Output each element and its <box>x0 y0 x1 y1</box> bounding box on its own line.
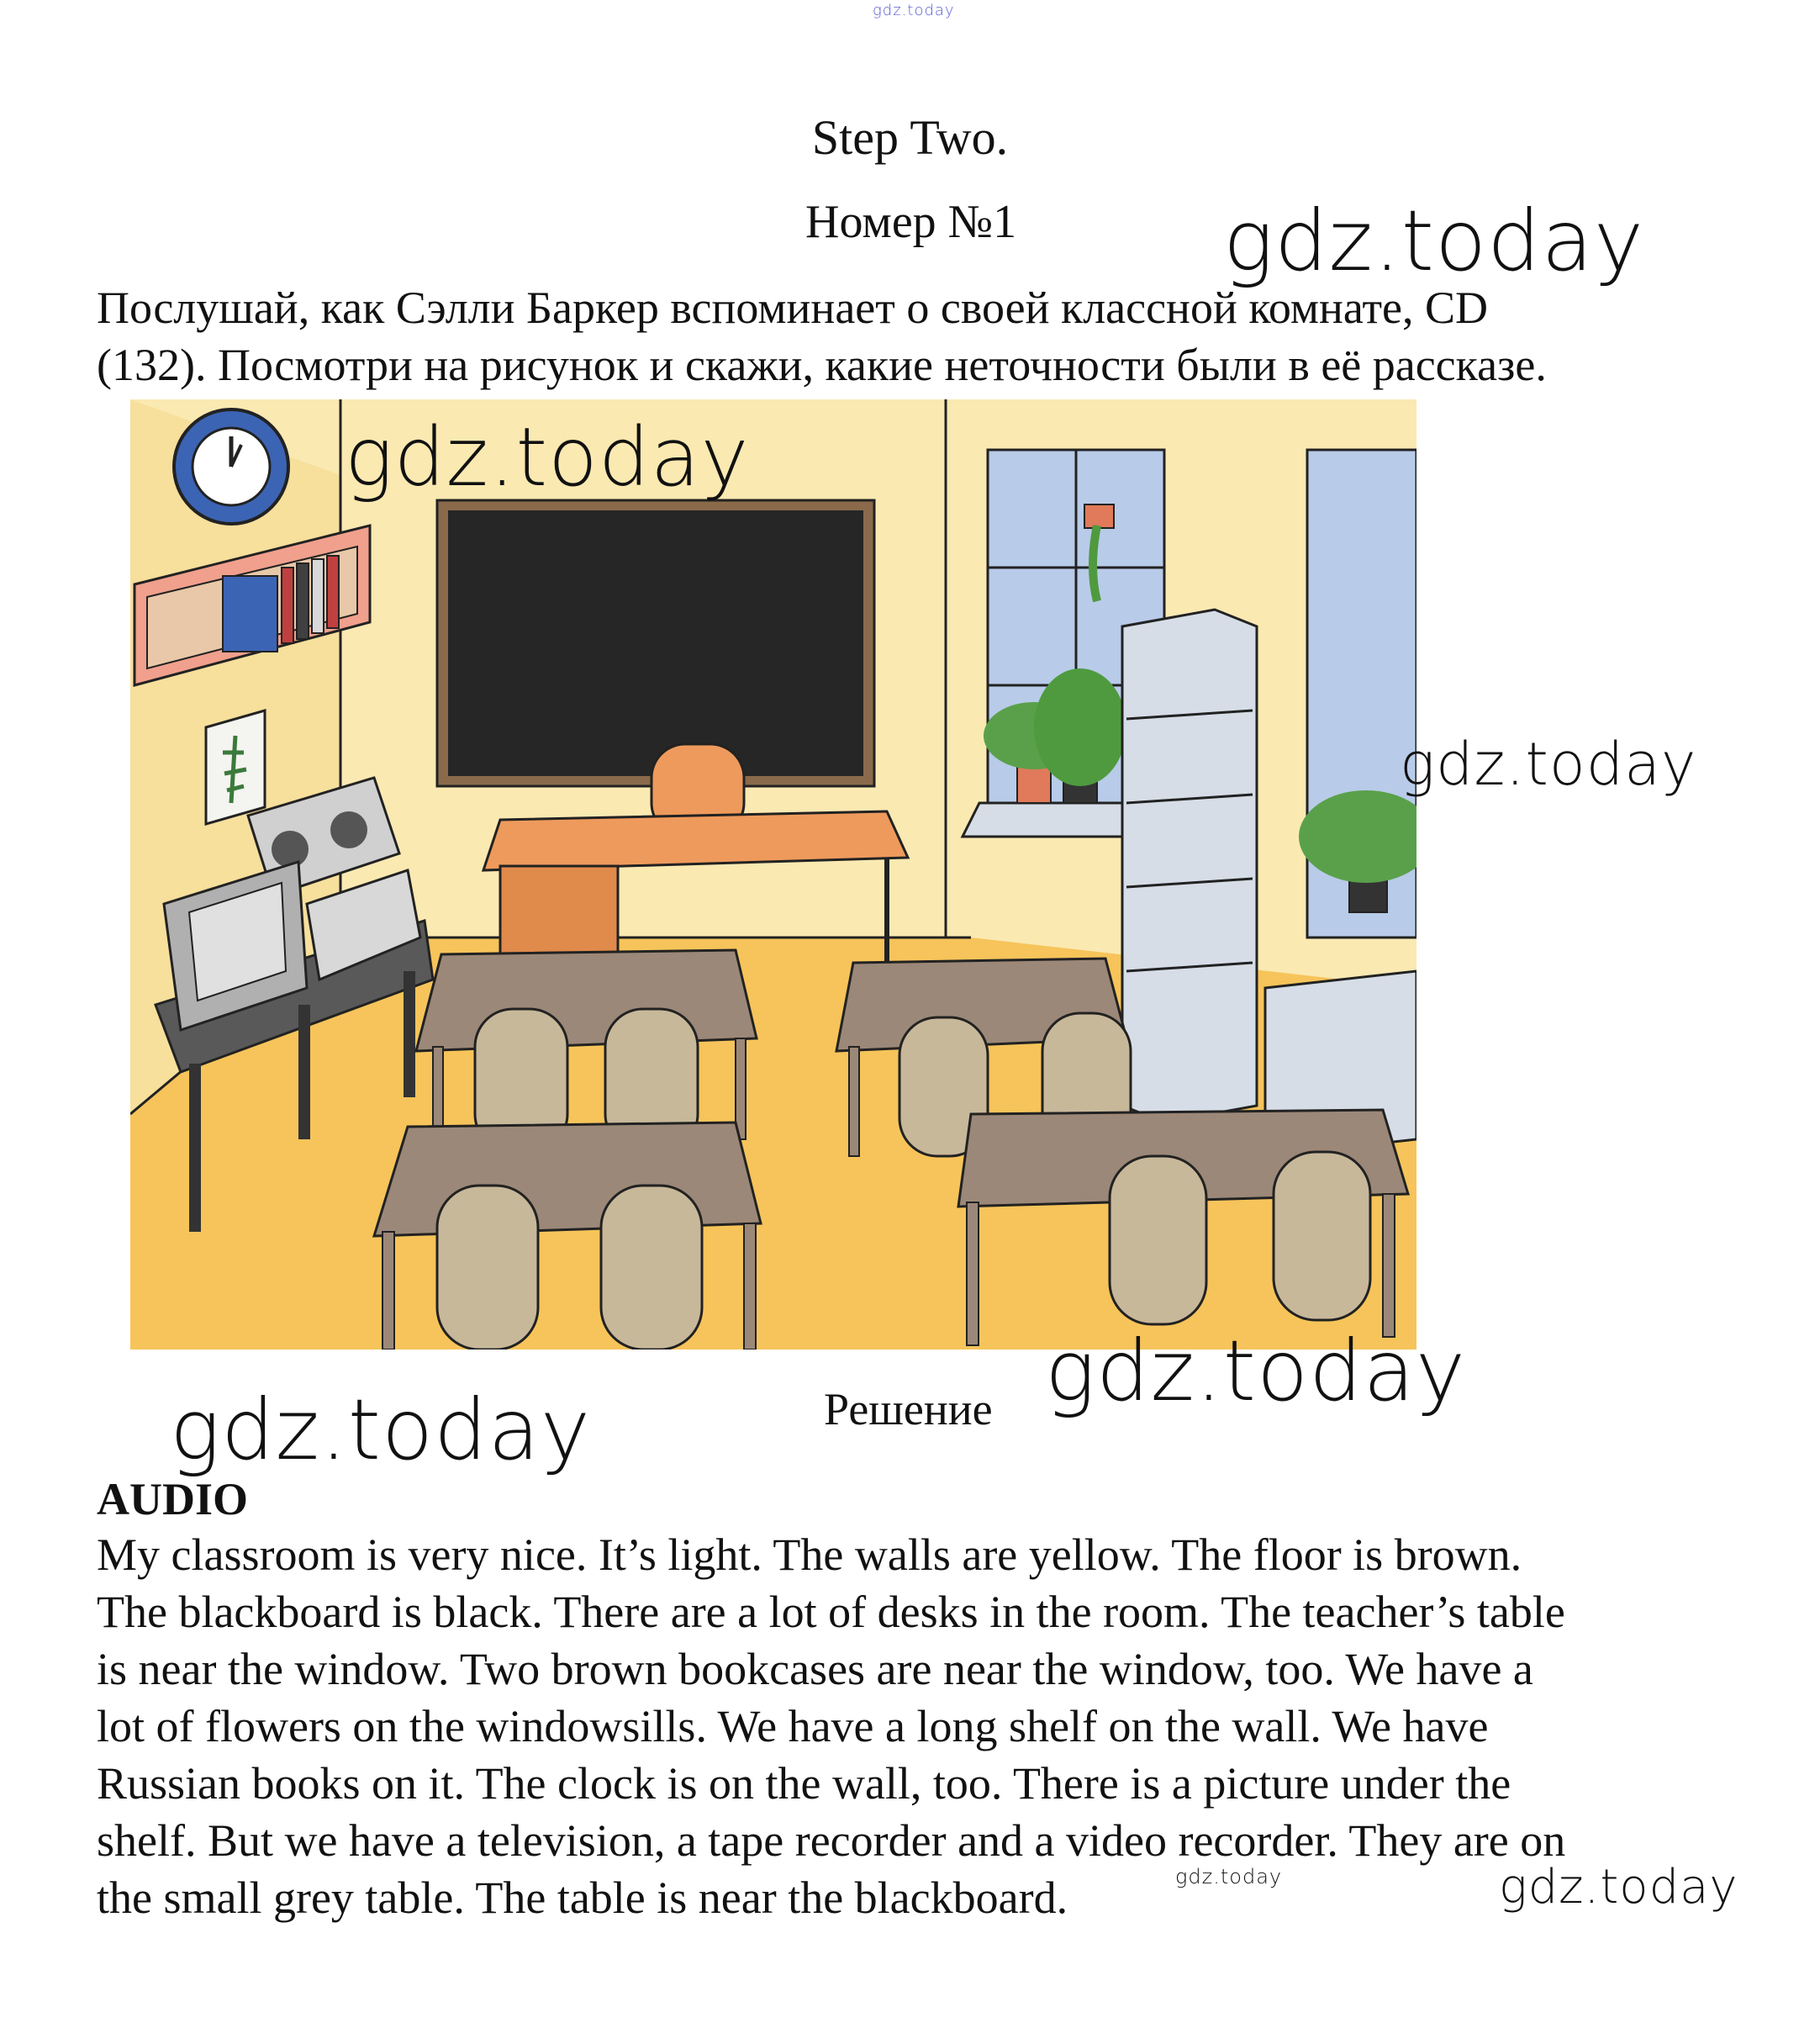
task-text <box>97 279 1744 394</box>
chair <box>1274 1152 1370 1320</box>
watermark: gdz.today <box>1499 1860 1738 1915</box>
transcript-line: shelf. But we have a television, a tape recorder and a video recorder. They are on <box>97 1815 1566 1866</box>
watermark: gdz.today <box>345 410 750 504</box>
transcript-line: is near the window. Two brown bookcases are near the window, too. We have a <box>97 1644 1533 1694</box>
transcript-line: The blackboard is black. There are a lot of desks in the room. The teacher’s table <box>97 1587 1565 1637</box>
blackboard <box>437 500 874 786</box>
transcript-line: lot of flowers on the windowsills. We have a long shelf on the wall. We have <box>97 1701 1489 1751</box>
transcript-line: the small grey table. The table is near the blackboard. <box>97 1872 1068 1923</box>
watermark: gdz.today <box>170 1381 592 1479</box>
wall-picture <box>206 710 265 824</box>
watermark-top: gdz.today <box>873 2 955 19</box>
transcript-line: Russian books on it. The clock is on the wall, too. There is a picture under the <box>97 1758 1511 1809</box>
chair <box>601 1186 702 1350</box>
classroom-illustration <box>130 399 1416 1350</box>
watermark: gdz.today <box>1045 1322 1467 1420</box>
exercise-number: Номер №1 <box>805 196 1017 248</box>
page-title: Step Two. <box>811 110 1009 165</box>
watermark: gdz.today <box>1223 192 1645 290</box>
watermark: gdz.today <box>1400 730 1697 799</box>
task-line: Послушай, как Сэлли Баркер вспоминает о своей классной комнате, CD <box>97 283 1489 333</box>
task-line: (132). Посмотри на рисунок и скажи, какие неточности были в её рассказе. <box>97 340 1547 390</box>
chair <box>437 1186 538 1350</box>
bookcase <box>1122 610 1257 1122</box>
watermark: gdz.today <box>1175 1865 1283 1888</box>
solution-label: Решение <box>824 1384 993 1434</box>
transcript-line: My classroom is very nice. It’s light. The walls are yellow. The floor is brown. <box>97 1529 1522 1580</box>
clock-icon <box>174 409 288 524</box>
audio-heading: AUDIO <box>97 1474 249 1524</box>
chair <box>1110 1156 1206 1324</box>
